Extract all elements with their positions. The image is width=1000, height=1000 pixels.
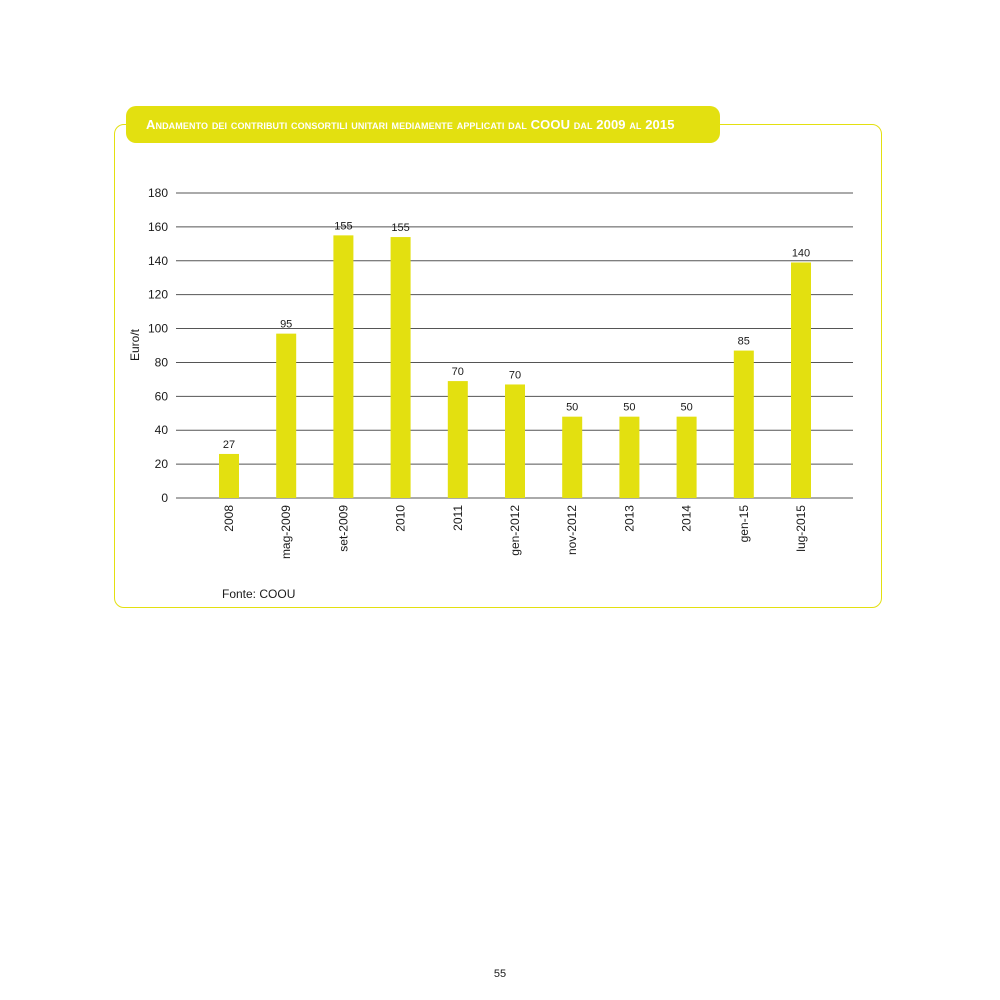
data-label: 155 — [334, 220, 353, 233]
data-label: 85 — [737, 335, 750, 348]
x-tick-label: mag-2009 — [279, 505, 294, 560]
data-label: 27 — [222, 438, 236, 451]
y-tick-label: 60 — [154, 389, 168, 404]
data-label: 155 — [391, 222, 410, 235]
bar — [562, 417, 582, 498]
y-tick-label: 80 — [154, 355, 168, 370]
y-tick-label: 20 — [154, 457, 168, 472]
x-tick-label: 2013 — [622, 505, 637, 532]
x-tick-label: set-2009 — [336, 505, 351, 552]
y-tick-label: 100 — [147, 321, 168, 336]
data-label: 50 — [680, 401, 693, 414]
bar — [734, 351, 754, 498]
bar — [391, 237, 411, 498]
y-tick-label: 0 — [161, 491, 168, 505]
y-axis-label: Euro/t — [128, 328, 142, 362]
y-tick-label: 160 — [147, 219, 168, 234]
x-tick-label: 2010 — [393, 505, 408, 532]
x-tick-label: 2011 — [450, 505, 465, 531]
y-tick-label: 140 — [147, 253, 168, 268]
data-label: 70 — [508, 369, 522, 382]
data-label: 140 — [791, 247, 811, 260]
chart-title: Andamento dei contributi consortili unitari mediamente applicati dal COOU dal 2009 al 2015 — [126, 106, 720, 143]
x-tick-label: gen-15 — [736, 505, 751, 543]
y-tick-label: 120 — [147, 287, 168, 302]
bar — [505, 384, 525, 498]
bar — [448, 381, 468, 498]
data-label: 50 — [566, 401, 579, 414]
bar — [677, 417, 697, 498]
y-tick-label: 40 — [154, 423, 168, 438]
bar — [619, 417, 639, 498]
y-tick-label: 180 — [147, 186, 168, 200]
x-tick-label: gen-2012 — [508, 505, 522, 556]
data-label: 50 — [623, 401, 636, 414]
x-tick-label: 2008 — [222, 505, 236, 532]
bar — [791, 262, 811, 498]
x-tick-label: nov-2012 — [565, 505, 580, 556]
page-number: 55 — [493, 968, 507, 980]
data-label: 95 — [280, 318, 293, 331]
data-label: 70 — [451, 366, 464, 379]
bar — [219, 454, 239, 498]
source-note: Fonte: COOU — [222, 587, 296, 601]
bar — [333, 235, 353, 498]
x-tick-label: lug-2015 — [794, 505, 808, 552]
x-tick-label: 2014 — [679, 505, 694, 532]
bar — [276, 334, 296, 498]
